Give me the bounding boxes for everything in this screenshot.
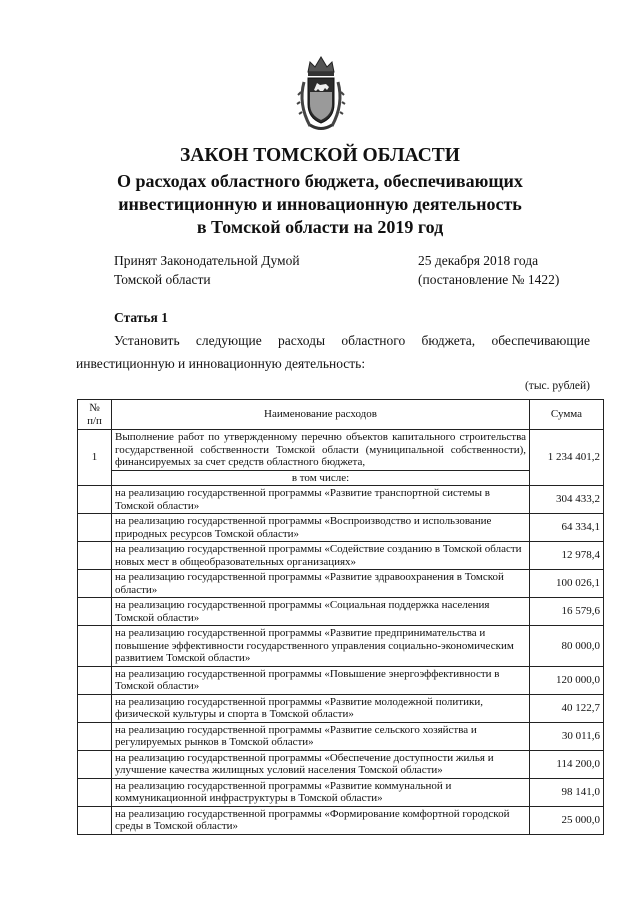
table-row <box>78 778 604 806</box>
table-row <box>78 598 604 626</box>
adoption-date-line: 25 декабря 2018 года <box>418 253 539 268</box>
row-name: Выполнение работ по утвержденному перечню объектов капитального строительства государственной собственности Томской области (муниципальной собственности), финансируемых за счет средств областного бюджета, <box>112 430 530 471</box>
header-sum: Сумма <box>530 400 604 430</box>
row-sum: 12 978,4 <box>530 542 604 570</box>
row-sum: 304 433,2 <box>530 486 604 514</box>
article-heading: Статья 1 <box>114 310 168 325</box>
units-label: (тыс. рублей) <box>524 380 590 392</box>
row-name: на реализацию государственной программы «Развитие сельского хозяйства и регулируемых рынков в Томской области» <box>112 722 530 750</box>
adopted-by-line: Томской области <box>114 272 211 287</box>
row-sum: 25 000,0 <box>530 806 604 834</box>
row-name: на реализацию государственной программы «Развитие коммунальной и коммуникационной инфраструктуры в Томской области» <box>112 778 530 806</box>
law-subtitle-line: инвестиционную и инновационную деятельность <box>118 194 522 214</box>
row-sum: 120 000,0 <box>530 666 604 694</box>
table-row <box>78 542 604 570</box>
table-row <box>78 750 604 778</box>
table-row <box>78 694 604 722</box>
table-row <box>78 514 604 542</box>
row-sum: 16 579,6 <box>530 598 604 626</box>
coat-of-arms-emblem <box>296 52 346 136</box>
row-name: на реализацию государственной программы «Развитие здравоохранения в Томской области» <box>112 570 530 598</box>
row-name: на реализацию государственной программы «Воспроизводство и использование природных ресурсов Томской области» <box>112 514 530 542</box>
expenses-table <box>77 399 604 835</box>
table-row-main <box>78 430 604 471</box>
header-name: Наименование расходов <box>112 400 530 430</box>
adoption-resolution-line: (постановление № 1422) <box>418 272 560 287</box>
table-row <box>78 806 604 834</box>
table-row <box>78 626 604 667</box>
row-name: на реализацию государственной программы «Развитие транспортной системы в Томской области» <box>112 486 530 514</box>
row-name: на реализацию государственной программы «Повышение энергоэффективности в Томской области» <box>112 666 530 694</box>
table-row <box>78 666 604 694</box>
row-sum: 30 011,6 <box>530 722 604 750</box>
subheader-cell: в том числе: <box>112 470 530 486</box>
article-text-line-2: инвестиционную и инновационную деятельность: <box>76 356 366 371</box>
row-sum: 114 200,0 <box>530 750 604 778</box>
adopted-by-line: Принят Законодательной Думой <box>114 253 300 268</box>
law-title: ЗАКОН ТОМСКОЙ ОБЛАСТИ <box>180 145 460 166</box>
adopted-by <box>114 251 300 289</box>
row-name: на реализацию государственной программы «Развитие предпринимательства и повышение эффективности государственного управления социально-экономическим развитием Томской области» <box>112 626 530 667</box>
table-row <box>78 722 604 750</box>
row-sum: 100 026,1 <box>530 570 604 598</box>
row-name: на реализацию государственной программы «Формирование комфортной городской среды в Томской области» <box>112 806 530 834</box>
adoption-date <box>418 251 559 289</box>
row-sum: 1 234 401,2 <box>530 430 604 486</box>
row-sum: 64 334,1 <box>530 514 604 542</box>
table-header-row <box>78 400 604 430</box>
row-name: на реализацию государственной программы «Содействие созданию в Томской области новых мест в общеобразовательных организациях» <box>112 542 530 570</box>
law-subtitle-line: О расходах областного бюджета, обеспечивающих <box>117 171 523 191</box>
header-num: № п/п <box>78 400 112 430</box>
row-sum: 80 000,0 <box>530 626 604 667</box>
row-sum: 40 122,7 <box>530 694 604 722</box>
row-sum: 98 141,0 <box>530 778 604 806</box>
table-row <box>78 570 604 598</box>
row-name: на реализацию государственной программы «Развитие молодежной политики, физической культуры и спорта в Томской области» <box>112 694 530 722</box>
law-subtitle-line: в Томской области на 2019 год <box>196 217 444 237</box>
article-text-line-1: Установить следующие расходы областного бюджета, обеспечивающие <box>114 333 590 348</box>
law-subtitle <box>0 170 640 239</box>
row-name: на реализацию государственной программы «Обеспечение доступности жилья и улучшение качества жилищных условий населения Томской области» <box>112 750 530 778</box>
row-name: на реализацию государственной программы «Социальная поддержка населения Томской области» <box>112 598 530 626</box>
table-row <box>78 486 604 514</box>
row-num: 1 <box>78 430 112 486</box>
table-subheader-row <box>78 470 604 486</box>
